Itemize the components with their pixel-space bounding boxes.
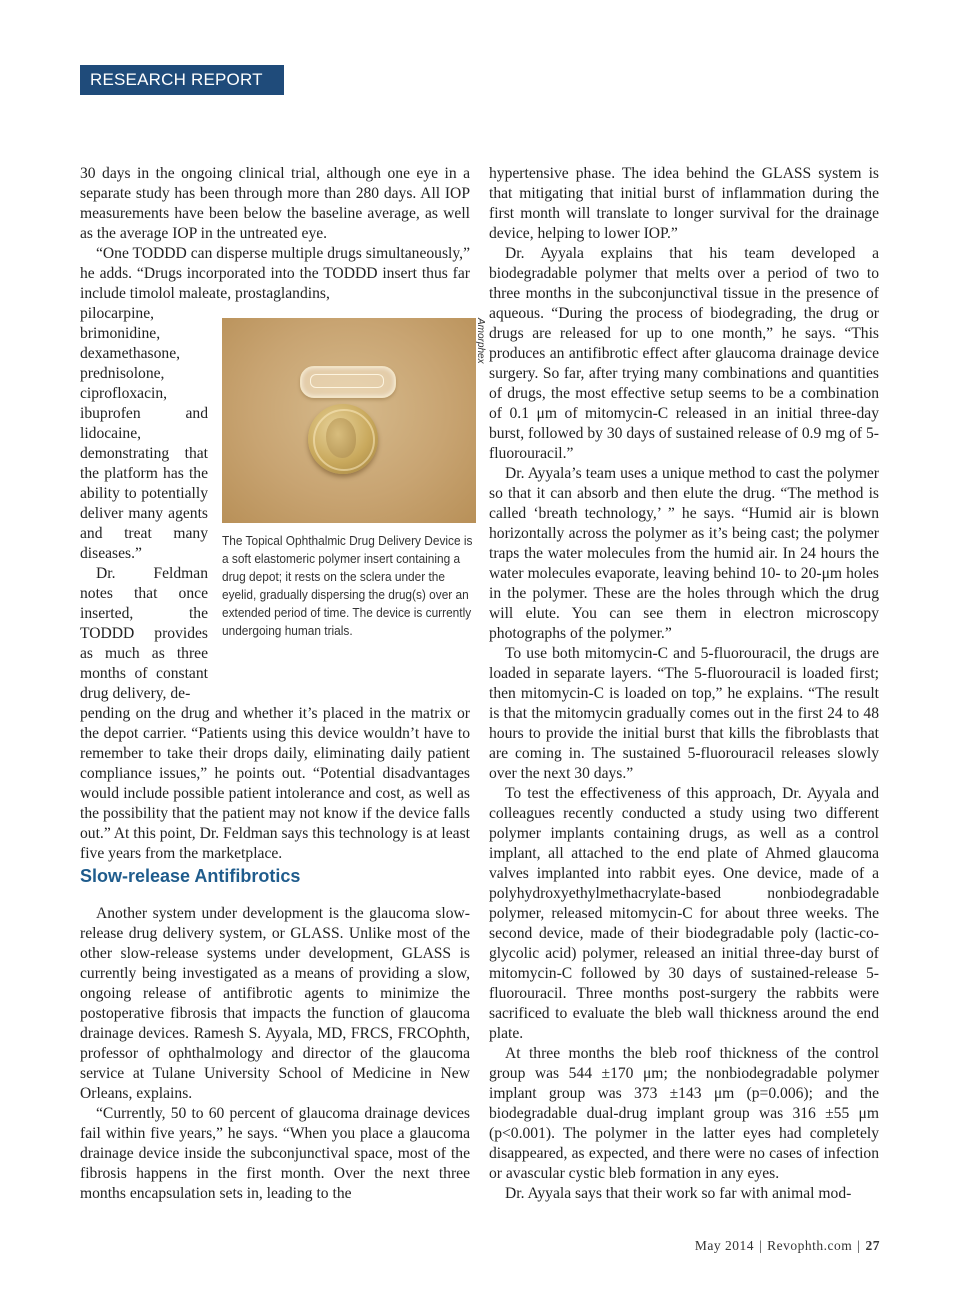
left-paragraph-3-wrapped: Dr. Feldman notes that once inserted, the TODDD provides as much as three months of constant drug delivery, de- (80, 565, 208, 702)
section-subheading: Slow-release Antifibrotics (80, 866, 301, 886)
figure-caption: The Topical Ophthalmic Drug Delivery Device is a soft elastomeric polymer insert containing a drug depot; it rests on the sclera under the eyelid, gradually dispersing the drug(s) over an extended period of time. The device is currently undergoing human trials. (222, 533, 473, 638)
left-paragraph-4: Another system under development is the glaucoma slow-release drug delivery system, or GLASS. Unlike most of the other slow-release systems under development, GLASS is currently being investigated as a means of providing a slow, ongoing release of antifibrotic agents to minimize the postoperative fibrosis that impacts the function of glaucoma drainage devices. Ramesh S. Ayyala, MD, FRCS, FRCOphth, professor of ophthalmology and director of the glaucoma service at Tulane University School of Medicine in New Orleans, explains. (80, 905, 470, 1102)
insert-depot-shape (310, 374, 384, 388)
right-paragraph-5: To test the effectiveness of this approach, Dr. Ayyala and colleagues recently conducted a study using two different polymer implants containing drugs, as well as a control implant, all attached to the end plate of Ahmed glaucoma valves implanted into rabbit eyes. One device, made of a polyhydroxyethylmethacrylate-based nonbiodegradable polymer, released mitomycin-C for about three weeks. The second device, made of their biodegradable poly (lactic-co-glycolic acid) polymer, released an initial three-day burst of mitomycin-C followed by 30 days of sustained-release 5-fluorouracil. Three months post-surgery the rabbits were sacrificed to evaluate the bleb wall thickness around the end plate. (489, 785, 879, 1042)
left-column-lower (80, 904, 470, 1204)
right-column (489, 164, 879, 1204)
right-paragraph-3: Dr. Ayyala’s team uses a unique method to cast the polymer so that it can absorb and then elute the drug. “The method is called ‘breath technology,’ ” he says. “Humid air is blown horizontally across the polymer as it’s being cast; the polymer traps the water molecules from the humid air. In 24 hours the water molecules evaporate, leaving behind 10- to 20-μm holes in the polymer. These are the holes through which the drug will elute. You can see them in electron microscopy photographs of the polymer.” (489, 465, 879, 642)
left-paragraph-1: 30 days in the ongoing clinical trial, although one eye in a separate study has been through more than 280 days. All IOP measurements have been below the baseline average, as well as the average IOP in the untreated eye. (80, 165, 470, 242)
left-paragraph-5: “Currently, 50 to 60 percent of glaucoma drainage devices fail within five years,” he says. “When you place a glaucoma drainage device inside the subconjunctival space, most of the fibrosis happens in the first month. Over the next three months encapsulation sets in, leading to the (80, 1105, 470, 1202)
footer-date: May 2014 (694, 1238, 754, 1253)
photo-credit (472, 318, 490, 378)
right-paragraph-4: To use both mitomycin-C and 5-fluorouracil, the drugs are loaded in separate layers. “The 5-fluorouracil is loaded first; then mitomycin-C is loaded on top,” he explains. “The result is that the mitomycin gradually comes out in the first 24 to 48 hours to provide the initial burst that kills the fibroblasts that are coming in. The sustained 5-fluorouracil releases slowly over the next 30 days.” (489, 645, 879, 782)
page-footer (695, 1238, 880, 1254)
coin-portrait-shape (326, 418, 356, 458)
right-paragraph-7: Dr. Ayyala says that their work so far with animal mod- (505, 1185, 852, 1202)
dime-coin-shape (308, 404, 378, 474)
right-paragraph-6: At three months the bleb roof thickness of the control group was 544 ±170 μm; the nonbiodegradable polymer implant group was 373 ±143 μm (p=0.006); and the biodegradable dual-drug implant group was 316 ±55 μm (p<0.001). The polymer in the latter eyes had completely disappeared, as expected, and there were no cases of infection or avascular cystic bleb formation in any eyes. (489, 1045, 879, 1182)
left-paragraph-2: “One TODDD can disperse multiple drugs simultaneously,” he adds. “Drugs incorporated into the TODDD insert thus far include timolol maleate, prostaglandins, (80, 245, 470, 302)
photo-credit-text: Amorphex (475, 318, 486, 364)
footer-separator: | (758, 1238, 763, 1253)
left-paragraph-2-wrapped: pilocarpine, brimonidine, dexamethasone, prednisolone, ciprofloxacin, ibuprofen and lidocaine, demonstrating that the platform has the ability to potentially deliver many agents and treat many diseases.” (80, 305, 208, 562)
right-paragraph-2: Dr. Ayyala explains that his team developed a biodegradable polymer that melts over a period of two to three months in the subconjunctival tissue in the presence of aqueous. “During the process of biodegrading, the drug or drugs are released for up to one month,” he says. “This produces an antifibrotic effect after glaucoma drainage device surgery. So far, after trying many combinations and quantities of drugs, the most effective setup seems to be a combination of 0.1 μm of mitomycin-C released in an initial three-day burst, followed by 30 days of sustained release of 0.9 mg of 5-fluorouracil.” (489, 245, 879, 462)
footer-separator-2: | (857, 1238, 861, 1253)
section-label: RESEARCH REPORT (80, 65, 284, 95)
polymer-insert-shape (300, 366, 396, 398)
page-number: 27 (865, 1238, 880, 1253)
right-paragraph-1: hypertensive phase. The idea behind the GLASS system is that mitigating that initial burst of inflammation during the first month will translate to longer survival for the drainage device, helping to lower IOP.” (489, 165, 879, 242)
footer-site: Revophth.com (767, 1238, 853, 1253)
left-paragraph-3: pending on the drug and whether it’s placed in the matrix or the depot carrier. “Patients using this device wouldn’t have to remember to take their drops daily, eliminating daily patient compliance issues,” he points out. “Potential disadvantages would include possible patient intolerance and cost, as well as the possibility that the patient may not know if the device falls out.” At this point, Dr. Feldman says this technology is at least five years from the marketplace. (80, 705, 470, 862)
device-photo (222, 318, 476, 523)
